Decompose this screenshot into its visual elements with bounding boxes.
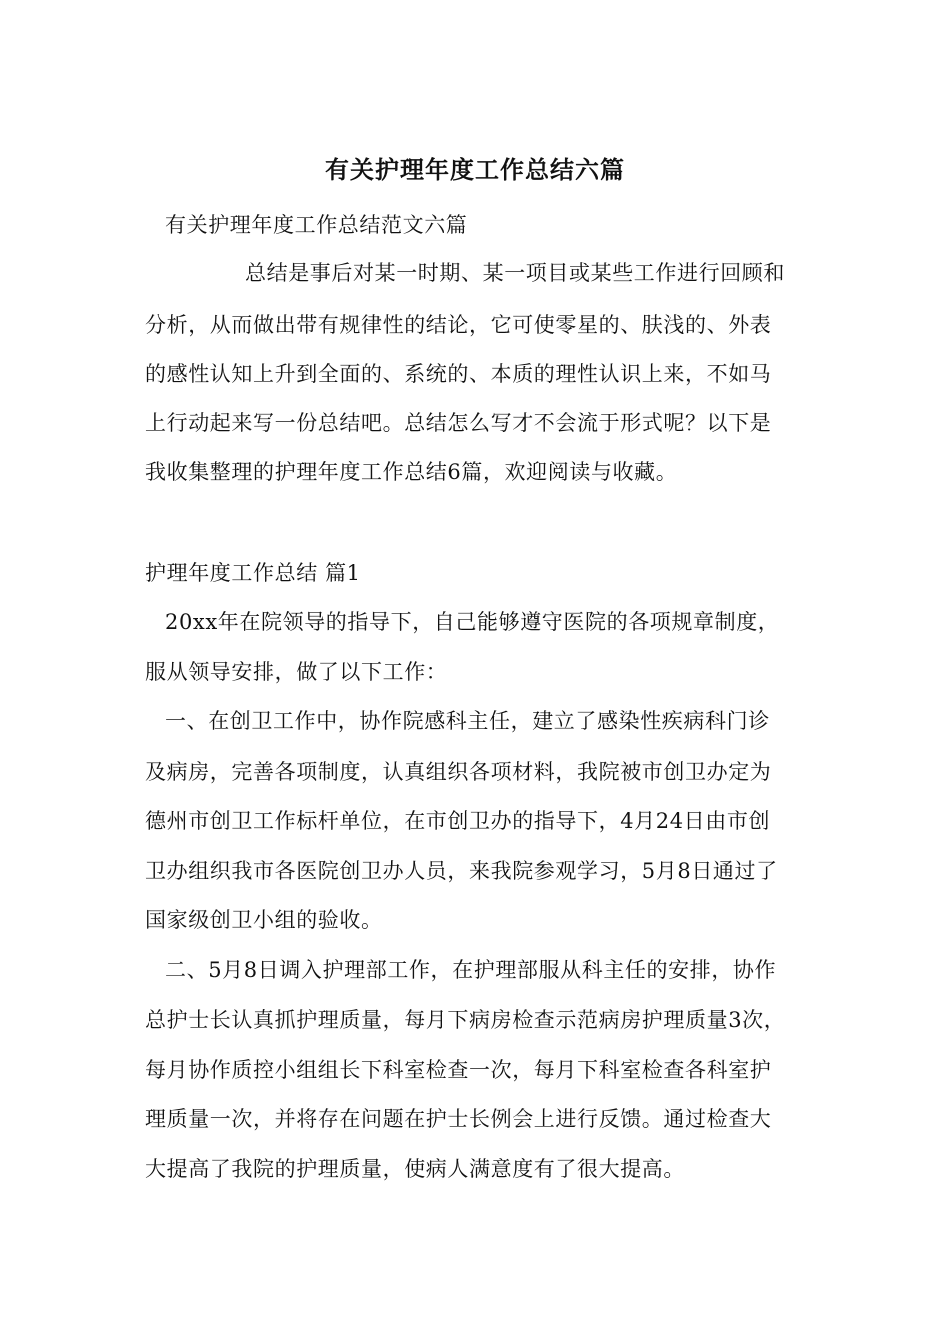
section-heading: 护理年度工作总结 篇1 <box>145 561 361 585</box>
intro-line: 分析，从而做出带有规律性的结论，它可使零星的、肤浅的、外表 <box>145 313 772 337</box>
paragraph-line: 总护士长认真抓护理质量，每月下病房检查示范病房护理质量3次， <box>145 1008 786 1032</box>
paragraph-line: 理质量一次，并将存在问题在护士长例会上进行反馈。通过检查大 <box>145 1107 772 1131</box>
document-title: 有关护理年度工作总结六篇 <box>325 156 625 184</box>
paragraph-line: 20xx年在院领导的指导下，自己能够遵守医院的各项规章制度， <box>165 610 780 634</box>
paragraph-line: 卫办组织我市各医院创卫办人员，来我院参观学习，5月8日通过了 <box>145 859 778 883</box>
paragraph-line: 服从领导安排，做了以下工作： <box>145 660 448 684</box>
intro-line: 的感性认知上升到全面的、系统的、本质的理性认识上来，不如马 <box>145 362 772 386</box>
paragraph-line: 国家级创卫小组的验收。 <box>145 908 383 932</box>
paragraph-line: 一、在创卫工作中，协作院感科主任，建立了感染性疾病科门诊 <box>165 709 770 733</box>
document-subtitle: 有关护理年度工作总结范文六篇 <box>165 213 468 237</box>
paragraph-line: 二、5月8日调入护理部工作，在护理部服从科主任的安排，协作 <box>165 958 777 982</box>
paragraph-line: 大提高了我院的护理质量，使病人满意度有了很大提高。 <box>145 1157 685 1181</box>
intro-line: 总结是事后对某一时期、某一项目或某些工作进行回顾和 <box>245 261 785 285</box>
intro-line: 我收集整理的护理年度工作总结6篇，欢迎阅读与收藏。 <box>145 460 678 484</box>
intro-line: 上行动起来写一份总结吧。总结怎么写才不会流于形式呢？以下是 <box>145 411 772 435</box>
paragraph-line: 及病房，完善各项制度，认真组织各项材料，我院被市创卫办定为 <box>145 760 772 784</box>
paragraph-line: 德州市创卫工作标杆单位，在市创卫办的指导下，4月24日由市创 <box>145 809 771 833</box>
paragraph-line: 每月协作质控小组组长下科室检查一次，每月下科室检查各科室护 <box>145 1058 772 1082</box>
